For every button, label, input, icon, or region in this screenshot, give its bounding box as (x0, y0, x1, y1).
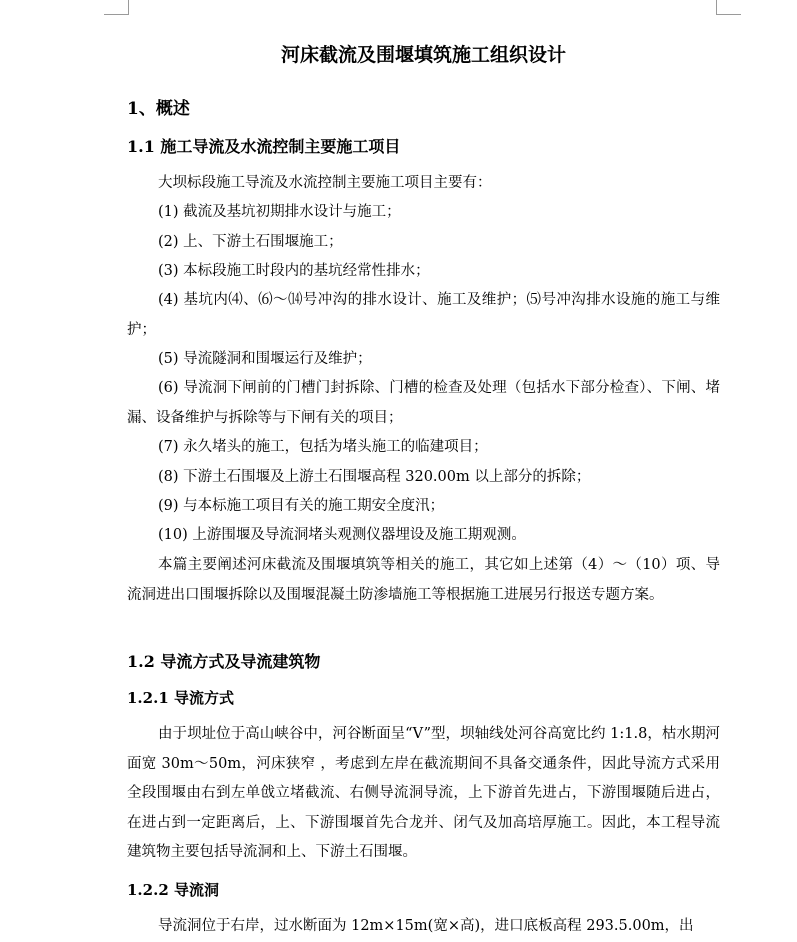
crop-mark-top-right (716, 0, 741, 15)
intro-paragraph: 大坝标段施工导流及水流控制主要施工项目主要有： (158, 175, 492, 191)
list-item-9: (9) 与本标施工项目有关的施工期安全度汛； (158, 498, 445, 514)
section-1-2-heading: 1.2 导流方式及导流建筑物 (127, 652, 321, 671)
document-page (127, 38, 720, 934)
list-item-8: (8) 下游土石围堰及上游土石围堰高程 320.00m 以上部分的拆除； (158, 469, 591, 485)
list-item-10: (10) 上游围堰及导流洞堵头观测仪器埋设及施工期观测。 (158, 527, 526, 543)
list-item-7: (7) 永久堵头的施工，包括为堵头施工的临建项目； (158, 439, 488, 455)
list-item-3: (3) 本标段施工时段内的基坑经常性排水； (158, 263, 430, 279)
list-item-6: (6) 导流洞下闸前的门槽门封拆除、门槽的检查及处理（包括水下部分检查）、下闸、堵漏、设备维护与拆除等与下闸有关的项目； (127, 380, 720, 426)
list-item-5: (5) 导流隧洞和围堰运行及维护； (158, 351, 372, 367)
document-title: 河床截流及围堰填筑施工组织设计 (280, 44, 566, 66)
list-item-1: (1) 截流及基坑初期排水设计与施工； (158, 204, 401, 220)
list-item-4: (4) 基坑内⑷、⑹～⒁号冲沟的排水设计、施工及维护；⑸号冲沟排水设施的施工与维护； (127, 292, 720, 338)
summary-paragraph: 本篇主要阐述河床截流及围堰填筑等相关的施工，其它如上述第（4）～（10）项、导流洞进出口围堰拆除以及围堰混凝土防渗墙施工等根据施工进展另行报送专题方案。 (127, 557, 720, 603)
list-item-2: (2) 上、下游土石围堰施工； (158, 234, 343, 250)
section-1-1-heading: 1.1 施工导流及水流控制主要施工项目 (127, 137, 401, 156)
section-1-2-1-heading: 1.2.1 导流方式 (127, 689, 234, 707)
tunnel-paragraph: 导流洞位于右岸，过水断面为 12m×15m(宽×高)，进口底板高程 293.5.00m，出 (158, 918, 694, 934)
diversion-method-paragraph: 由于坝址位于高山峡谷中，河谷断面呈“V”型，坝轴线处河谷高宽比约 1:1.8，枯水期河面宽 30m～50m，河床狭窄 ，考虑到左岸在截流期间不具备交通条件，因此导流方式采用全段围堰由右到左单戗立堵截流、右侧导流洞导流，上下游首先进占，下游围堰随后进占，在进占到一定距离后，上、下游围堰首先合龙并、闭气及加高培厚施工。因此，本工程导流建筑物主要包括导流洞和上、下游土石围堰。 (127, 726, 720, 860)
section-1-2-2-heading: 1.2.2 导流洞 (127, 881, 219, 899)
crop-mark-top-left (104, 0, 129, 15)
section-1-heading: 1、概述 (127, 99, 190, 119)
